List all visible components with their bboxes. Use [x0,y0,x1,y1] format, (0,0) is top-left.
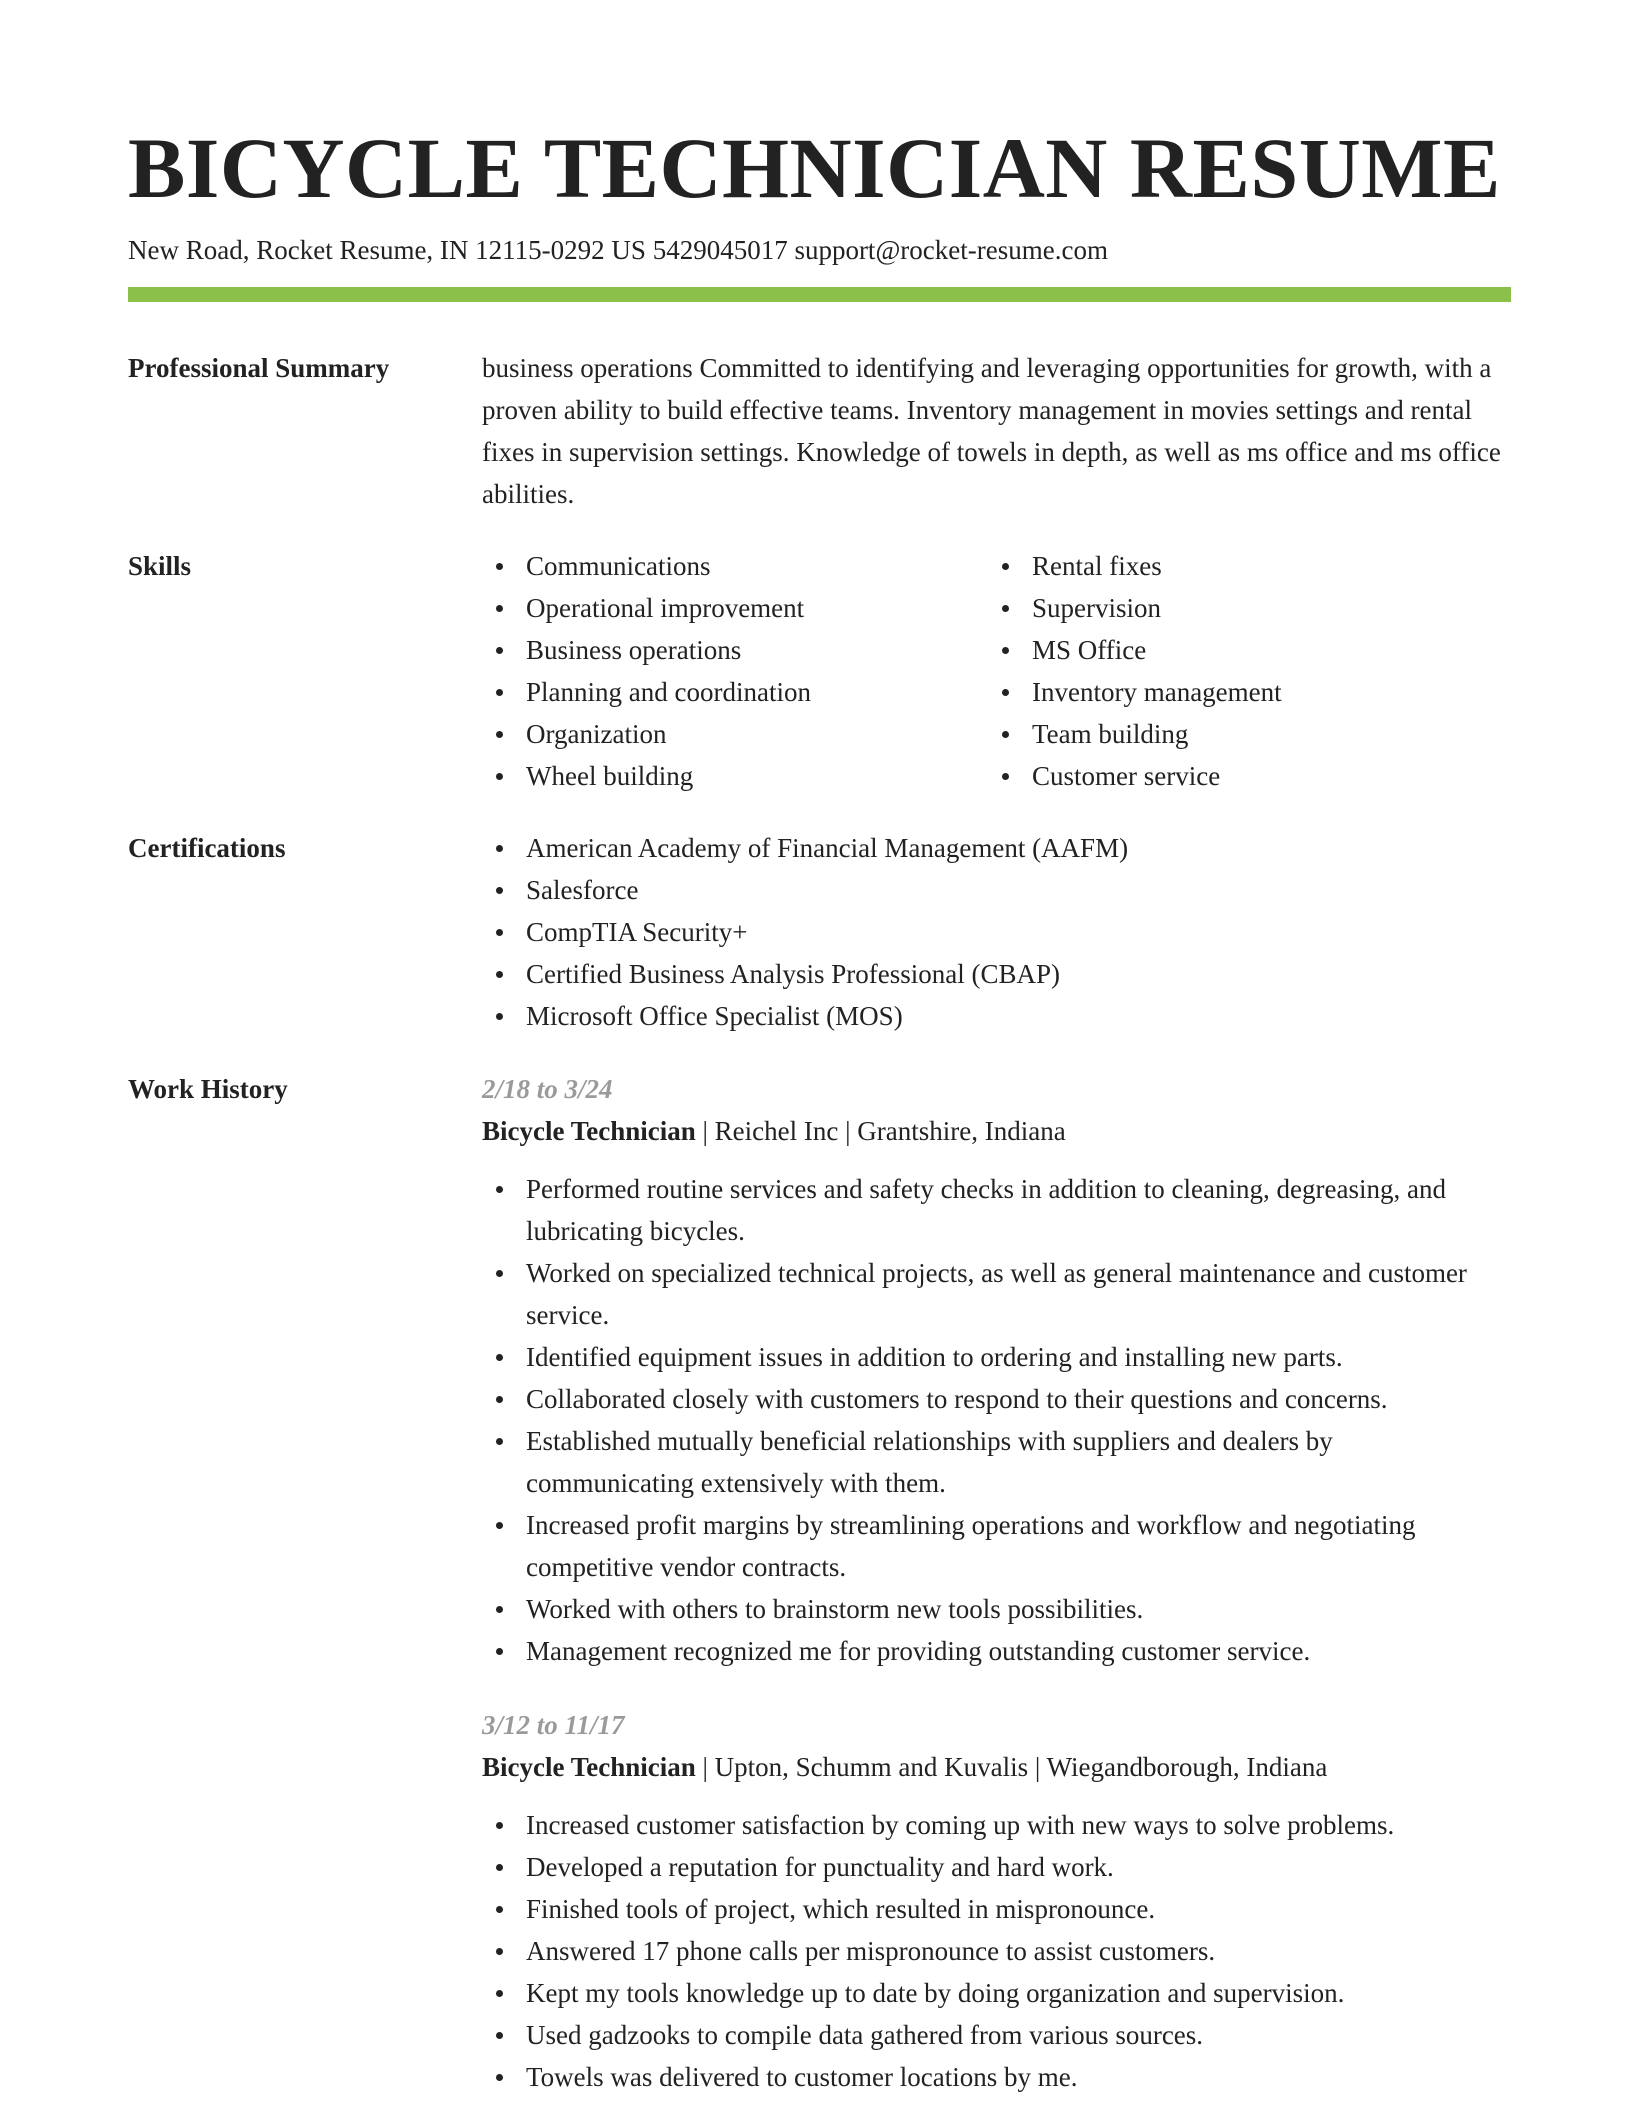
job-entry [482,1704,1511,2098]
skills-grid [482,545,1511,797]
skill-item: Rental fixes [988,545,1494,587]
certification-item: Microsoft Office Specialist (MOS) [482,995,1511,1037]
job-duty: Developed a reputation for punctuality and hard work. [482,1846,1511,1888]
job-heading [482,1110,1511,1152]
certifications-list [482,827,1511,1037]
job-duties-list [482,1168,1511,1672]
skills-heading: Skills [128,551,192,581]
job-duty: Increased customer satisfaction by coming up with new ways to solve problems. [482,1804,1511,1846]
skill-item: Wheel building [482,755,988,797]
skill-item: Inventory management [988,671,1494,713]
skill-item: Customer service [988,755,1494,797]
skill-item: Business operations [482,629,988,671]
work-history-heading: Work History [128,1074,288,1104]
skills-list-right [988,545,1494,797]
contact-phone: 5429045017 [652,235,795,265]
contact-address: New Road, Rocket Resume, IN 12115-0292 US [128,235,653,265]
certifications-body [482,827,1511,1037]
certification-item: American Academy of Financial Management (AAFM) [482,827,1511,869]
job-duty: Collaborated closely with customers to respond to their questions and concerns. [482,1378,1511,1420]
job-duty: Finished tools of project, which resulted in mispronounce. [482,1888,1511,1930]
resume-title: BICYCLE TECHNICIAN RESUME [128,120,1501,216]
contact-email: support@rocket-resume.com [794,235,1108,265]
job-duty: Kept my tools knowledge up to date by doing organization and supervision. [482,1972,1511,2014]
skills-list-left [482,545,988,797]
job-title: Bicycle Technician [482,1752,696,1782]
job-duty: Identified equipment issues in addition to ordering and installing new parts. [482,1336,1511,1378]
skill-item: Team building [988,713,1494,755]
summary-text: business operations Committed to identifying and leveraging opportunities for growth, with a proven ability to build effective teams. Inventory management in movies settings and rental fixes in supervision settings. Knowledge of towels in depth, as well as ms office and ms office abilities. [482,353,1501,509]
job-duty: Answered 17 phone calls per mispronounce to assist customers. [482,1930,1511,1972]
job-duty: Performed routine services and safety checks in addition to cleaning, degreasing, and lubricating bicycles. [482,1168,1511,1252]
job-duty: Management recognized me for providing outstanding customer service. [482,1630,1511,1672]
job-duty: Worked on specialized technical projects, as well as general maintenance and customer service. [482,1252,1511,1336]
job-duty: Increased profit margins by streamlining operations and workflow and negotiating competitive vendor contracts. [482,1504,1511,1588]
job-duty: Worked with others to brainstorm new tools possibilities. [482,1588,1511,1630]
job-dates: 2/18 to 3/24 [482,1074,613,1104]
accent-divider [128,287,1511,302]
skills-body [482,545,1511,797]
job-entry [482,1068,1511,1672]
skill-item: Communications [482,545,988,587]
work-history-body [482,1068,1511,2098]
job-employer-location: | Reichel Inc | Grantshire, Indiana [695,1116,1066,1146]
job-duty: Towels was delivered to customer locations by me. [482,2056,1511,2098]
skill-item: Organization [482,713,988,755]
certification-item: CompTIA Security+ [482,911,1511,953]
skill-item: Supervision [988,587,1494,629]
certifications-heading: Certifications [128,833,286,863]
job-duty: Established mutually beneficial relationships with suppliers and dealers by communicating extensively with them. [482,1420,1511,1504]
contact-line [128,232,1108,268]
certification-item: Certified Business Analysis Professional (CBAP) [482,953,1511,995]
job-title: Bicycle Technician [482,1116,696,1146]
job-duty: Used gadzooks to compile data gathered from various sources. [482,2014,1511,2056]
skill-item: Planning and coordination [482,671,988,713]
skill-item: MS Office [988,629,1494,671]
summary-heading: Professional Summary [128,353,390,383]
skill-item: Operational improvement [482,587,988,629]
job-dates: 3/12 to 11/17 [482,1710,625,1740]
job-duties-list [482,1804,1511,2098]
job-heading [482,1746,1511,1788]
job-employer-location: | Upton, Schumm and Kuvalis | Wiegandborough, Indiana [695,1752,1328,1782]
certification-item: Salesforce [482,869,1511,911]
